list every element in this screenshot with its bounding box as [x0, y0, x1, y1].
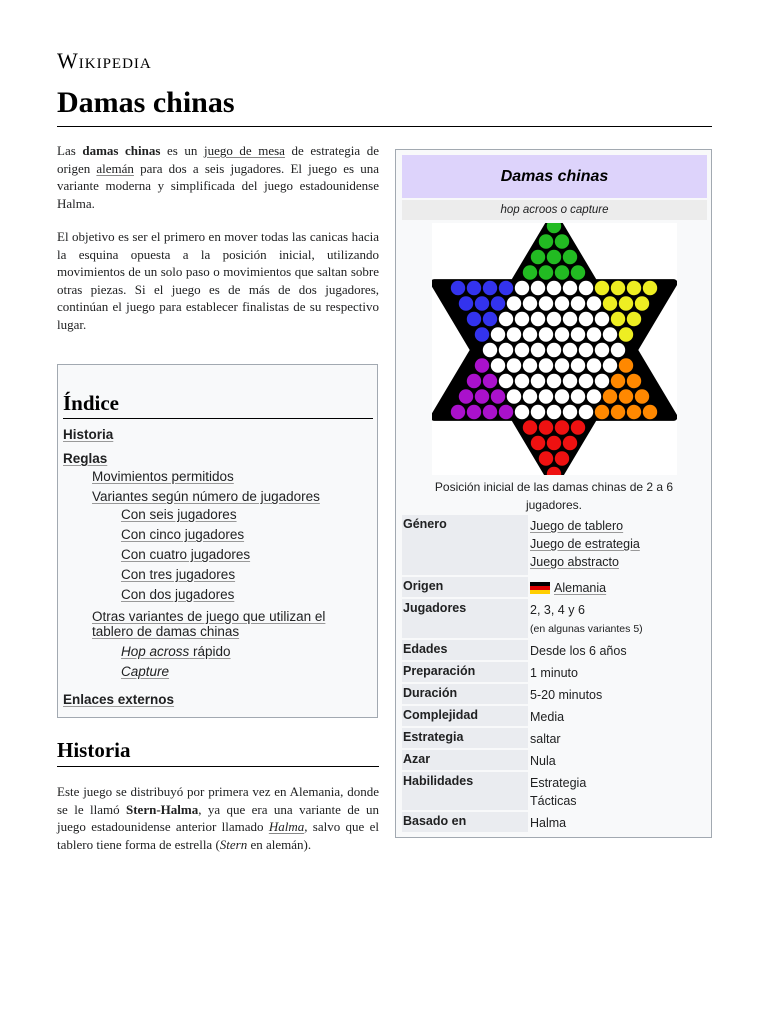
board-hole [555, 327, 569, 341]
row-value: Nula [530, 754, 556, 768]
board-hole [507, 327, 521, 341]
row-label: Género [402, 515, 528, 575]
board-hole [547, 312, 561, 326]
toc-item-cuatro[interactable]: Con cuatro jugadores [121, 547, 251, 562]
board-hole [555, 451, 569, 465]
board-hole [563, 374, 577, 388]
toc-title: Índice [63, 391, 120, 415]
board-hole [603, 296, 617, 310]
board-hole [595, 312, 609, 326]
board-hole [619, 389, 633, 403]
board-hole [467, 281, 481, 295]
toc-item-hop-across[interactable]: Hop across rápido [121, 644, 231, 659]
board-hole [531, 436, 545, 450]
board-hole [467, 374, 481, 388]
board-hole [539, 451, 553, 465]
board-hole [555, 265, 569, 279]
board-hole [627, 405, 641, 419]
board-hole [643, 405, 657, 419]
row-value [530, 577, 707, 597]
board-hole [563, 436, 577, 450]
board-hole [555, 296, 569, 310]
board-hole [571, 296, 585, 310]
toc-item-variantes[interactable]: Variantes según número de jugadores [92, 489, 320, 504]
board-hole [587, 327, 601, 341]
section-divider [57, 766, 379, 767]
board-hole [555, 389, 569, 403]
board-hole [547, 374, 561, 388]
board-hole [579, 281, 593, 295]
link-juego-de-mesa[interactable]: juego de mesa [203, 143, 285, 158]
board-hole [563, 250, 577, 264]
row-label: Basado en [402, 812, 528, 832]
board-hole [515, 374, 529, 388]
board-hole [595, 374, 609, 388]
infobox-title: Damas chinas [402, 155, 707, 198]
board-hole [563, 312, 577, 326]
board-hole [611, 281, 625, 295]
row-label: Azar [402, 750, 528, 770]
board-hole [483, 343, 497, 357]
board-hole [603, 389, 617, 403]
infobox-row-basado-en [402, 812, 707, 832]
board-hole [491, 296, 505, 310]
board-hole [491, 327, 505, 341]
toc-item-movimientos[interactable]: Movimientos permitidos [92, 469, 234, 484]
board-hole [587, 296, 601, 310]
link-halma[interactable]: Halma [268, 819, 305, 834]
row-label: Jugadores [402, 599, 528, 638]
board-hole [539, 265, 553, 279]
board-hole [627, 312, 641, 326]
table-of-contents [57, 364, 378, 718]
board-hole [571, 327, 585, 341]
row-value: Media [530, 710, 565, 724]
link-juego-de-estrategia[interactable]: Juego de estrategia [530, 537, 640, 551]
board-hole [459, 296, 473, 310]
board-hole [531, 312, 545, 326]
board-hole [571, 389, 585, 403]
board-hole [483, 374, 497, 388]
germany-flag-icon [530, 582, 550, 594]
row-value: 5-20 minutos [530, 688, 603, 702]
board-hole [507, 358, 521, 372]
board-hole [499, 312, 513, 326]
toc-item-dos[interactable]: Con dos jugadores [121, 587, 235, 602]
toc-item-otras-variantes[interactable]: Otras variantes de juego que utilizan el tablero de damas chinas [92, 609, 326, 639]
board-hole [523, 389, 537, 403]
row-value: Estrategia Tácticas [530, 776, 587, 808]
board-hole [555, 358, 569, 372]
board-hole [563, 343, 577, 357]
board-hole [619, 358, 633, 372]
toc-item-cinco[interactable]: Con cinco jugadores [121, 527, 245, 542]
board-hole [595, 281, 609, 295]
board-hole [571, 265, 585, 279]
board-hole [595, 343, 609, 357]
board-hole [603, 358, 617, 372]
board-hole [579, 343, 593, 357]
board-hole [499, 343, 513, 357]
toc-item-enlaces[interactable]: Enlaces externos [63, 692, 175, 707]
board-hole [531, 250, 545, 264]
link-alemania[interactable]: Alemania [554, 581, 607, 595]
board-hole [539, 327, 553, 341]
board-hole [611, 374, 625, 388]
board-hole [499, 374, 513, 388]
row-label: Origen [402, 577, 528, 597]
board-hole [619, 327, 633, 341]
board-hole [547, 250, 561, 264]
board-hole [555, 420, 569, 434]
chinese-checkers-board [432, 223, 677, 475]
row-label: Preparación [402, 662, 528, 682]
infobox-row-duracion [402, 684, 707, 704]
board-hole [587, 358, 601, 372]
board-hole [499, 281, 513, 295]
row-label: Habilidades [402, 772, 528, 810]
board-hole [571, 358, 585, 372]
board-hole [547, 281, 561, 295]
board-hole [515, 343, 529, 357]
board-hole [603, 327, 617, 341]
board-hole [563, 281, 577, 295]
board-hole [523, 420, 537, 434]
infobox-row-preparacion [402, 662, 707, 682]
board-hole [507, 389, 521, 403]
toc-divider [63, 418, 373, 419]
board-hole [483, 281, 497, 295]
row-value: 1 minuto [530, 666, 578, 680]
page-title: Damas chinas [57, 86, 235, 119]
board-hole [523, 296, 537, 310]
board-hole [643, 281, 657, 295]
board-hole [587, 389, 601, 403]
board-hole [547, 343, 561, 357]
board-hole [467, 312, 481, 326]
board-hole [619, 296, 633, 310]
board-hole [635, 389, 649, 403]
board-hole [611, 312, 625, 326]
board-hole [627, 374, 641, 388]
board-hole [611, 405, 625, 419]
board-hole [571, 420, 585, 434]
board-hole [539, 234, 553, 248]
row-label: Estrategia [402, 728, 528, 748]
toc-item-historia[interactable]: Historia [63, 427, 114, 442]
wikipedia-logo[interactable]: Wikipedia [57, 48, 152, 73]
link-juego-abstracto[interactable]: Juego abstracto [530, 555, 619, 569]
board-hole [547, 436, 561, 450]
board-hole [555, 234, 569, 248]
board-hole [635, 296, 649, 310]
image-caption: Posición inicial de las damas chinas de 2 a 6 jugadores. [434, 480, 674, 512]
board-hole [531, 405, 545, 419]
infobox-row-azar [402, 750, 707, 770]
toc-item-seis[interactable]: Con seis jugadores [121, 507, 237, 522]
historia-paragraph: Este juego se distribuyó por primera vez en Alemania, donde se le llamó Stern-Halma, ya que era una variante de un juego estadounidense anterior llamado Halma, salvo que el tablero tiene forma de estrella (Stern en alemán). [57, 784, 380, 852]
board-hole [483, 312, 497, 326]
board-hole [515, 405, 529, 419]
board-hole [595, 405, 609, 419]
toc-item-tres[interactable]: Con tres jugadores [121, 567, 236, 582]
board-hole [579, 374, 593, 388]
row-label: Duración [402, 684, 528, 704]
board-hole [459, 389, 473, 403]
board-hole [475, 327, 489, 341]
board-hole [515, 281, 529, 295]
board-hole [523, 265, 537, 279]
link-aleman[interactable]: alemán [96, 160, 134, 176]
row-label: Edades [402, 640, 528, 660]
board-hole [451, 405, 465, 419]
row-value: 2, 3, 4 y 6 (en algunas variantes 5) [530, 603, 643, 635]
board-hole [475, 296, 489, 310]
infobox-row-habilidades [402, 772, 707, 810]
infobox-row-origen [402, 577, 707, 597]
toc-item-capture[interactable]: Capture [121, 664, 170, 679]
board-hole [491, 358, 505, 372]
board-hole [627, 281, 641, 295]
toc-item-reglas[interactable]: Reglas [63, 451, 108, 466]
board-hole [611, 343, 625, 357]
board-hole [451, 281, 465, 295]
link-juego-de-tablero[interactable]: Juego de tablero [530, 519, 624, 533]
board-hole [475, 389, 489, 403]
board-hole [467, 405, 481, 419]
row-label: Complejidad [402, 706, 528, 726]
title-divider [57, 126, 712, 127]
infobox [395, 149, 712, 838]
board-hole [539, 389, 553, 403]
board-hole [579, 405, 593, 419]
board-hole [547, 405, 561, 419]
infobox-row-complejidad [402, 706, 707, 726]
board-hole [539, 358, 553, 372]
row-value: saltar [530, 732, 561, 746]
board-hole [515, 312, 529, 326]
board-hole [499, 405, 513, 419]
infobox-row-estrategia [402, 728, 707, 748]
board-hole [531, 343, 545, 357]
board-hole [531, 281, 545, 295]
intro-paragraph-1: Las damas chinas es un juego de mesa de estrategia de origen alemán para dos a seis jugadores. El juego es una variante moderna y simplificada del juego estadounidense Halma. [57, 143, 379, 211]
row-value [530, 515, 707, 575]
board-hole [539, 296, 553, 310]
board-hole [579, 312, 593, 326]
infobox-subtitle: hop acroos o capture [402, 200, 707, 220]
board-hole [531, 374, 545, 388]
row-value: Desde los 6 años [530, 644, 627, 658]
board-hole [491, 389, 505, 403]
intro-paragraph-2: El objetivo es ser el primero en mover todas las canicas hacia la esquina opuesta a la posición inicial, utilizando movimientos de un solo paso o movimientos que saltan sobre otras piezas. Si el juego es de más de dos jugadores, continúan el juego para establecer finalistas de su respectivo lugar. [57, 229, 379, 332]
board-hole [483, 405, 497, 419]
board-hole [563, 405, 577, 419]
infobox-row-genero [402, 515, 707, 575]
board-hole [507, 296, 521, 310]
infobox-row-edades [402, 640, 707, 660]
row-value: Halma [530, 816, 567, 830]
section-title-historia: Historia [57, 738, 131, 762]
board-image[interactable] [432, 223, 677, 475]
board-hole [523, 327, 537, 341]
infobox-row-jugadores [402, 599, 707, 638]
board-hole [523, 358, 537, 372]
board-hole [475, 358, 489, 372]
board-hole [539, 420, 553, 434]
